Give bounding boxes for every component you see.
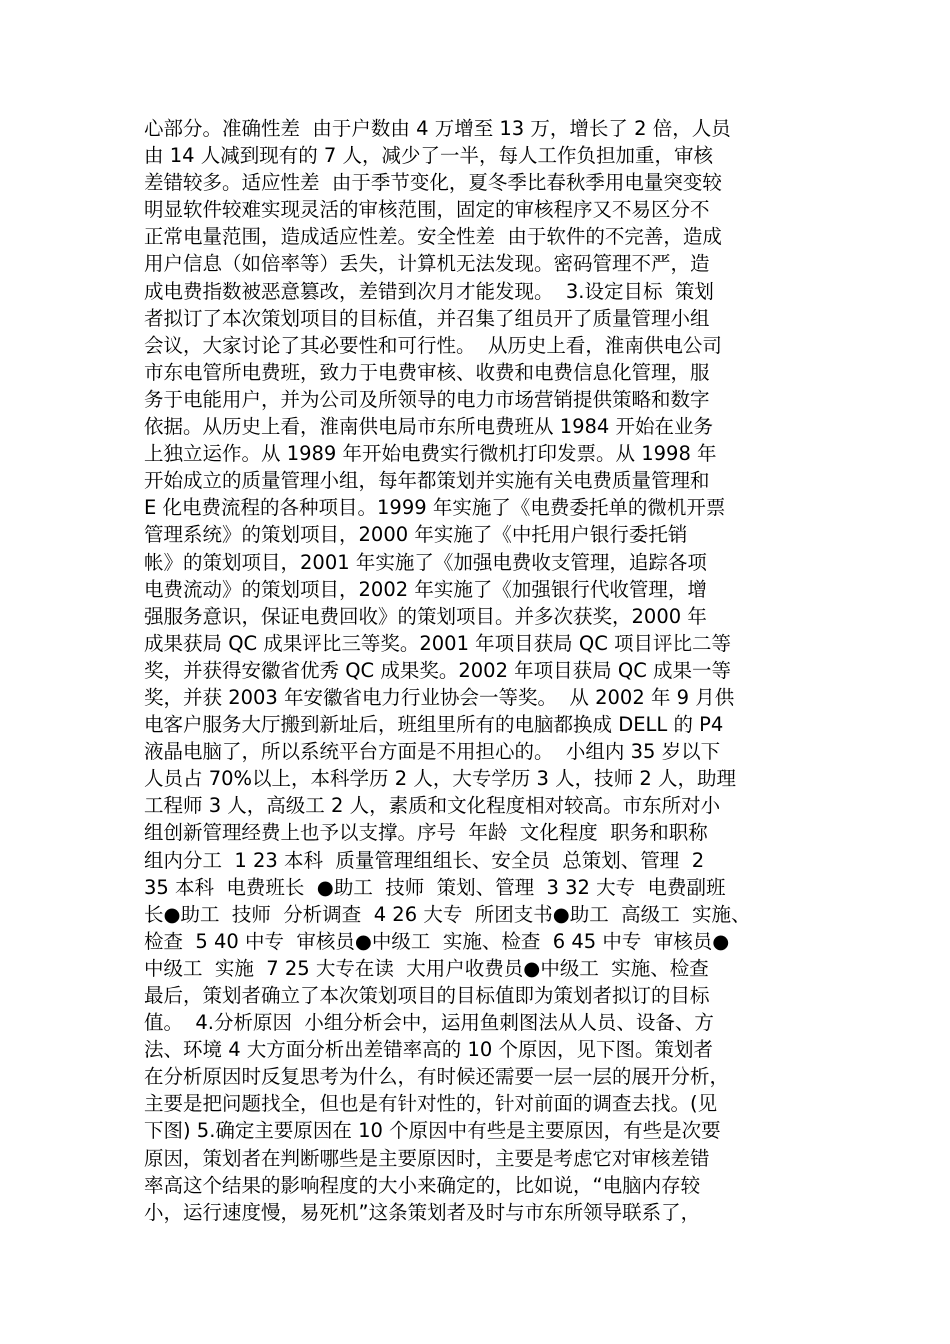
text-line: 电费流动》的策划项目，2002 年实施了《加强银行代收管理，增 — [144, 577, 707, 601]
text-line: 市东电管所电费班，致力于电费审核、收费和电费信息化管理，服 — [144, 360, 710, 384]
text-line: 最后，策划者确立了本次策划项目的目标值即为策划者拟订的目标 — [144, 984, 710, 1007]
text-line: 长●助工 技师 分析调查 4 26 大专 所团支书●助工 高级工 实施、 — [144, 902, 751, 926]
text-line: 成电费指数被恶意篡改，差错到次月才能发现。 3.设定目标 策划 — [144, 279, 714, 303]
text-line: E 化电费流程的各种项目。1999 年实施了《电费委托单的微机开票 — [144, 496, 726, 520]
text-line: 依据。从历史上看，淮南供电局市东所电费班从 1984 开始在业务 — [144, 415, 714, 439]
text-line: 小，运行速度慢，易死机”这条策划者及时与市东所领导联系了， — [144, 1200, 701, 1224]
text-line: 值。 4.分析原因 小组分析会中，运用鱼刺图法从人员、设备、方 — [144, 1011, 714, 1035]
text-line: 检查 5 40 中专 审核员●中级工 实施、检查 6 45 中专 审核员● — [144, 929, 730, 953]
text-line: 明显软件较难实现灵活的审核范围，固定的审核程序又不易区分不 — [144, 198, 710, 222]
text-line: 人员占 70%以上，本科学历 2 人，大专学历 3 人，技师 2 人，助理 — [144, 767, 736, 791]
text-line: 下图) 5.确定主要原因在 10 个原因中有些是主要原因，有些是次要 — [144, 1119, 721, 1143]
text-line: 成果获局 QC 成果评比三等奖。2001 年项目获局 QC 项目评比二等 — [144, 631, 732, 655]
text-line: 差错较多。适应性差 由于季节变化，夏冬季比春秋季用电量突变较 — [144, 171, 722, 195]
text-line: 在分析原因时反复思考为什么，有时候还需要一层一层的展开分析， — [144, 1065, 730, 1089]
text-line: 中级工 实施 7 25 大专在读 大用户收费员●中级工 实施、检查 — [144, 956, 709, 980]
text-line: 法、环境 4 大方面分析出差错率高的 10 个原因，见下图。策划者 — [144, 1038, 714, 1062]
text-line: 管理系统》的策划项目，2000 年实施了《中托用户银行委托销 — [144, 523, 688, 547]
text-line: 电客户服务大厅搬到新址后，班组里所有的电脑都换成 DELL 的 P4 — [144, 713, 724, 737]
text-line: 原因，策划者在判断哪些是主要原因时，主要是考虑它对审核差错 — [144, 1146, 710, 1170]
text-line: 组创新管理经费上也予以支撑。序号 年龄 文化程度 职务和职称 — [144, 821, 708, 845]
text-line: 强服务意识，保证电费回收》的策划项目。并多次获奖，2000 年 — [144, 604, 707, 628]
text-line: 开始成立的质量管理小组，每年都策划并实施有关电费质量管理和 — [144, 469, 710, 493]
text-line: 由 14 人减到现有的 7 人，减少了一半，每人工作负担加重，审核 — [144, 144, 714, 168]
text-line: 奖，并获得安徽省优秀 QC 成果奖。2002 年项目获局 QC 成果一等 — [144, 658, 732, 682]
text-line: 会议，大家讨论了其必要性和可行性。 从历史上看，淮南供电公司 — [144, 333, 722, 357]
body-text — [144, 115, 824, 1226]
text-line: 者拟订了本次策划项目的目标值，并召集了组员开了质量管理小组 — [144, 306, 710, 330]
text-line: 正常电量范围，造成适应性差。安全性差 由于软件的不完善，造成 — [144, 225, 722, 249]
text-line: 35 本科 电费班长 ●助工 技师 策划、管理 3 32 大专 电费副班 — [144, 875, 726, 899]
text-line: 主要是把问题找全，但也是有针对性的，针对前面的调查去找。(见 — [144, 1092, 718, 1116]
text-line: 用户信息（如倍率等）丢失，计算机无法发现。密码管理不严，造 — [144, 252, 710, 276]
text-line: 务于电能用户，并为公司及所领导的电力市场营销提供策略和数字 — [144, 387, 710, 411]
text-line: 帐》的策划项目，2001 年实施了《加强电费收支管理，追踪各项 — [144, 550, 707, 574]
text-line: 工程师 3 人，高级工 2 人，素质和文化程度相对较高。市东所对小 — [144, 794, 721, 818]
text-line: 率高这个结果的影响程度的大小来确定的，比如说，“电脑内存较 — [144, 1173, 701, 1197]
text-line: 奖，并获 2003 年安徽省电力行业协会一等奖。 从 2002 年 9 月供 — [144, 685, 735, 709]
text-line: 上独立运作。从 1989 年开始电费实行微机打印发票。从 1998 年 — [144, 442, 717, 466]
text-line: 液晶电脑了，所以系统平台方面是不用担心的。 小组内 35 岁以下 — [144, 740, 721, 764]
text-line: 组内分工 1 23 本科 质量管理组组长、安全员 总策划、管理 2 — [144, 848, 705, 872]
text-line: 心部分。准确性差 由于户数由 4 万增至 13 万，增长了 2 倍，人员 — [144, 117, 731, 140]
